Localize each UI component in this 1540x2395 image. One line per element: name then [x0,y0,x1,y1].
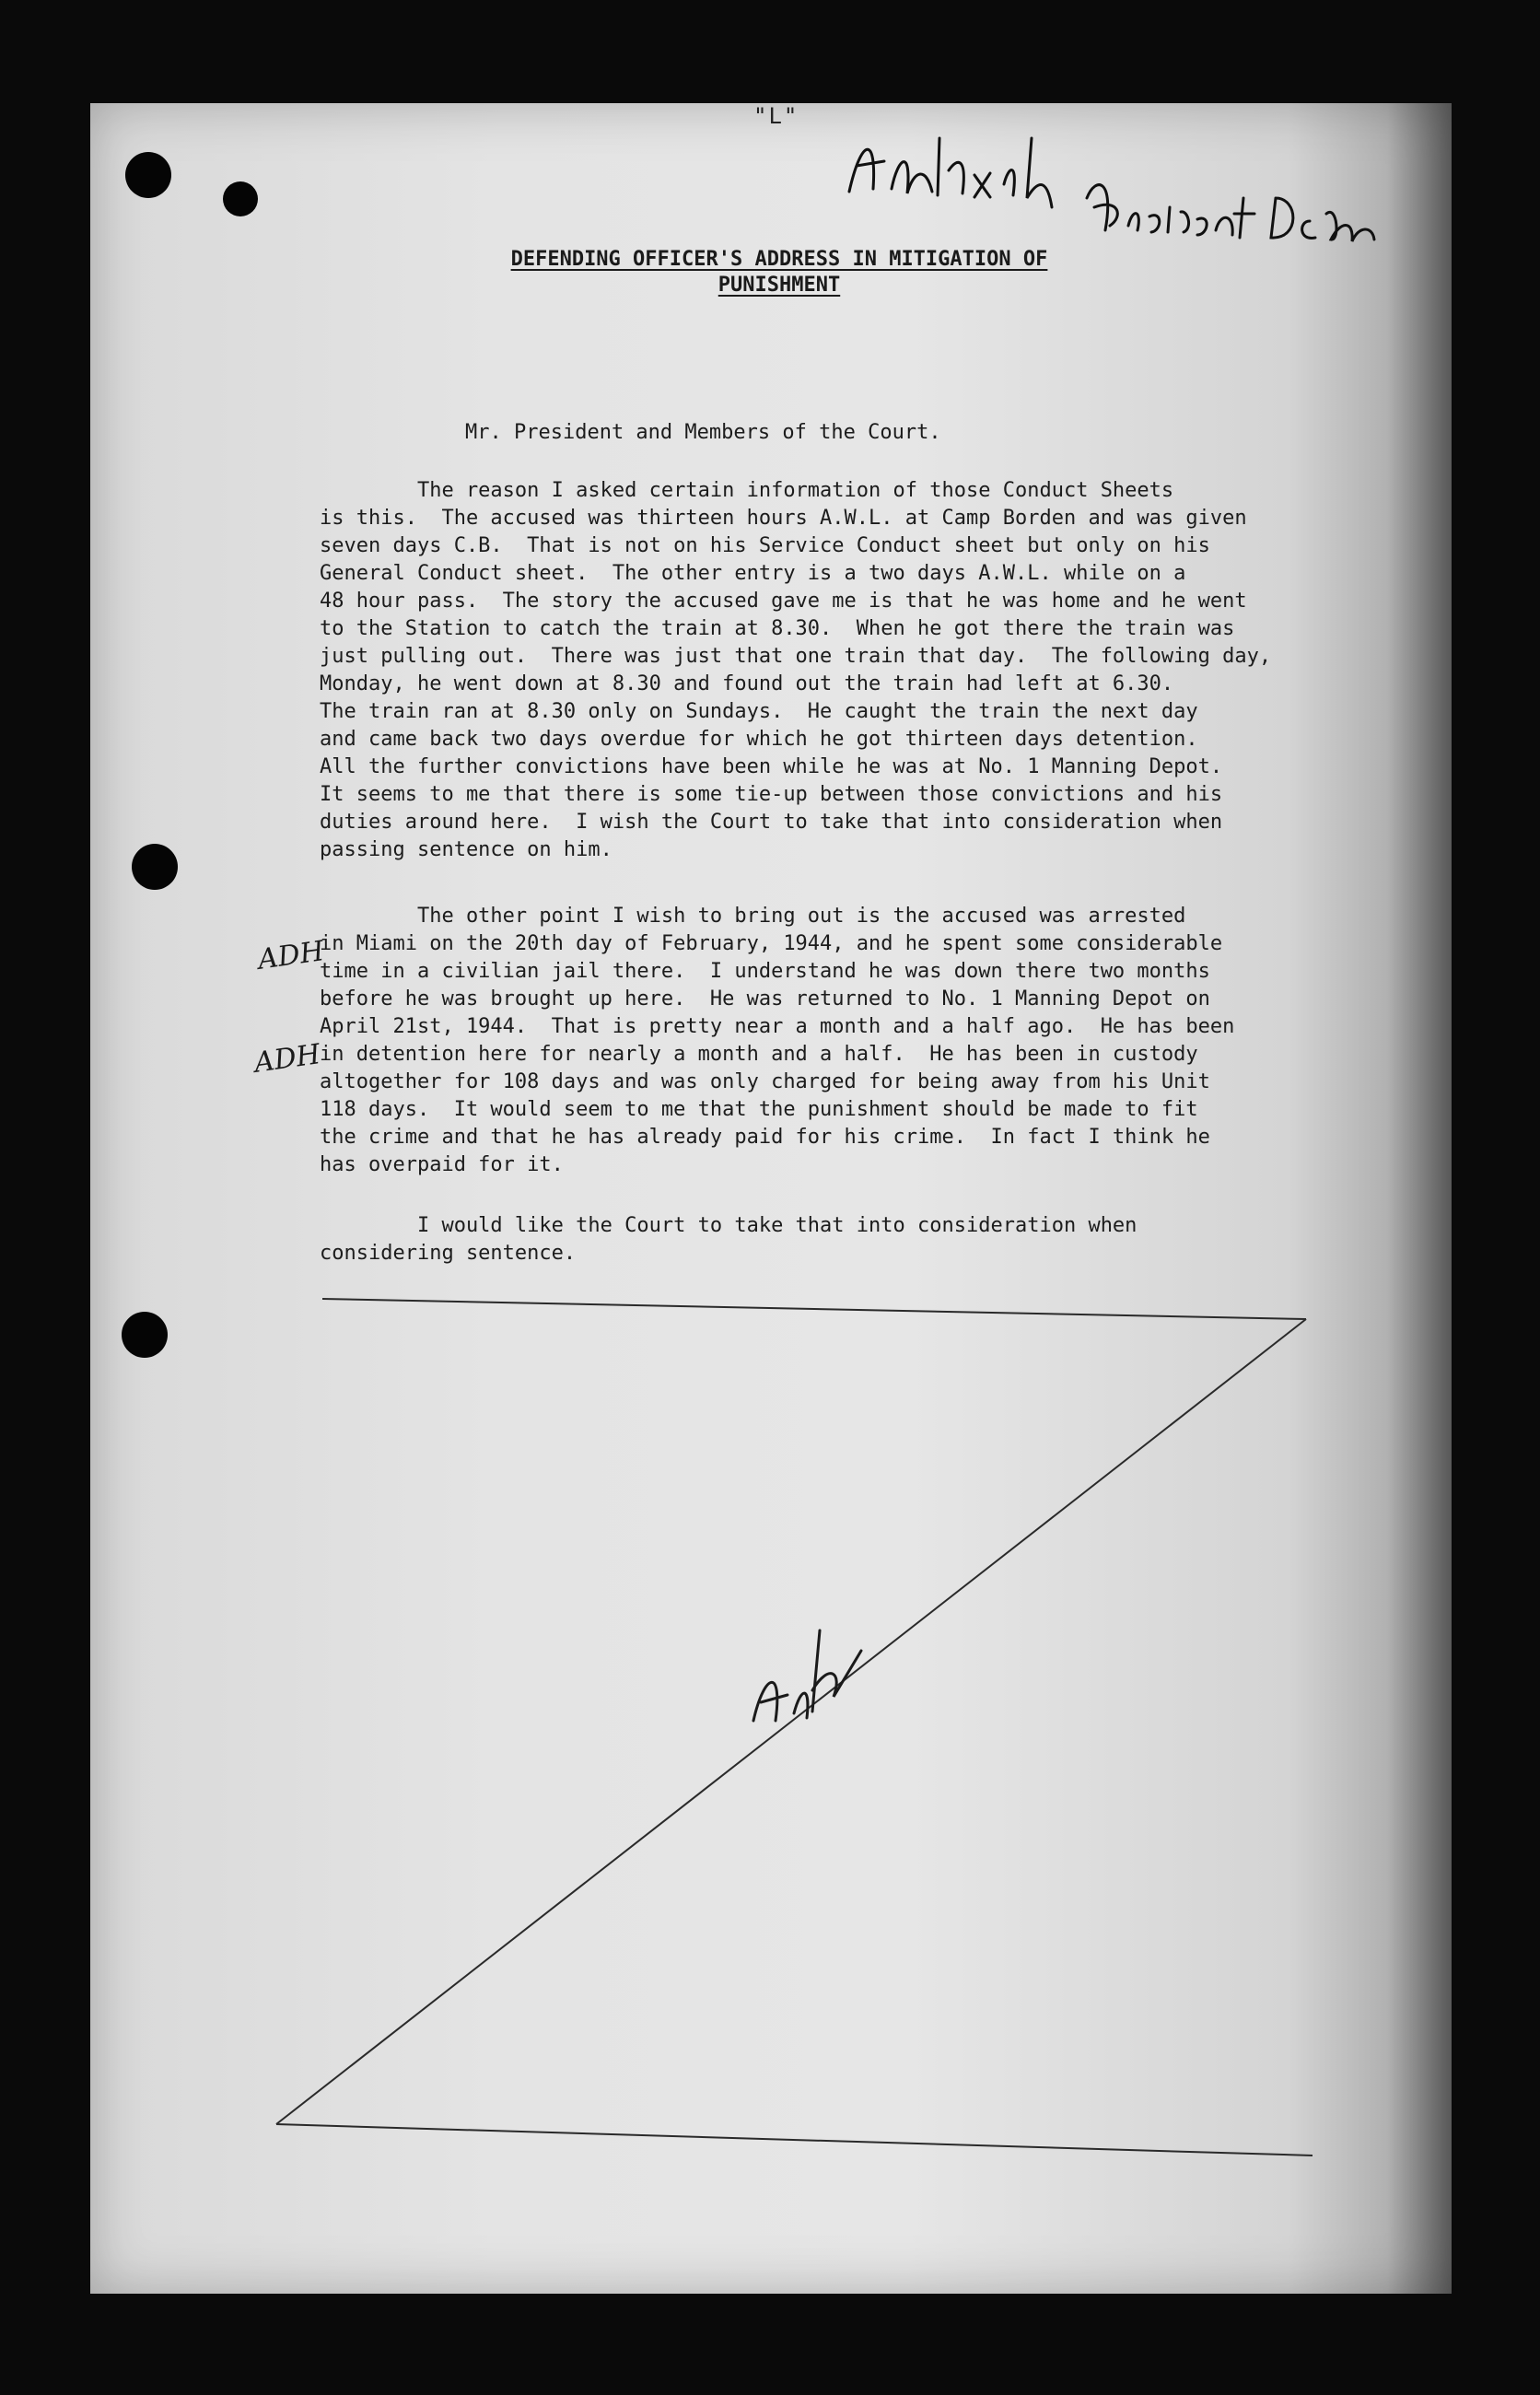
cross-out-initials-scribble [753,1630,861,1721]
paragraph-2: The other point I wish to bring out is the accused was arrested in Miami on the 20th day of February, 1944, and he spent some considerable time in a civilian jail there. I understand he was down there two months before he was brought up here. He was returned to No. 1 Manning Depot on April 21st, 1944. That is pretty near a month and a half ago. He has been in detention here for nearly a month and a half. He has been in custody altogether for 108 days and was only charged for being away from his Unit 118 days. It would seem to me that the punishment should be made to fit the crime and that he has already paid for his crime. In fact I think he has overpaid for it. [320,905,1235,1176]
margin-initials-2: ADH [251,1038,322,1080]
title-line-2: PUNISHMENT [718,274,841,297]
paragraph-1: The reason I asked certain information of those Conduct Sheets is this. The accused was thirteen hours A.W.L. at Camp Borden and was given seven days C.B. That is not on his Service Conduct sheet but only on his General Conduct sheet. The other entry is a two days A.W.L. while on a 48 hour pass. The story the accused gave me is that he was home and he went to the Station to catch the train at 8.30. When he got there the train was just pulling out. There was just that one train that day. The following day, Monday, he went down at 8.30 and found out the train had left at 6.30. The train ran at 8.30 only on Sundays. He caught the train the next day and came back two days overdue for which he got thirteen days detention. All the further convictions have been while he was at No. 1 Manning Depot. It seems to me that there is some tie-up between those convictions and his duties around here. I wish the Court to take that into consideration when passing sentence on him. [320,479,1272,861]
paragraph-3: I would like the Court to take that into consideration when considering sentence. [320,1214,1138,1265]
page-marker: "L" [753,103,799,129]
cross-out-diagonal [276,1319,1306,2124]
salutation: Mr. President and Members of the Court. [465,421,941,444]
cross-out-top-line [322,1299,1306,1319]
margin-initials-1: ADH [255,935,326,976]
title-line-1: DEFENDING OFFICER'S ADDRESS IN MITIGATION OF [510,248,1048,271]
cross-out-bottom-line [276,2124,1312,2156]
